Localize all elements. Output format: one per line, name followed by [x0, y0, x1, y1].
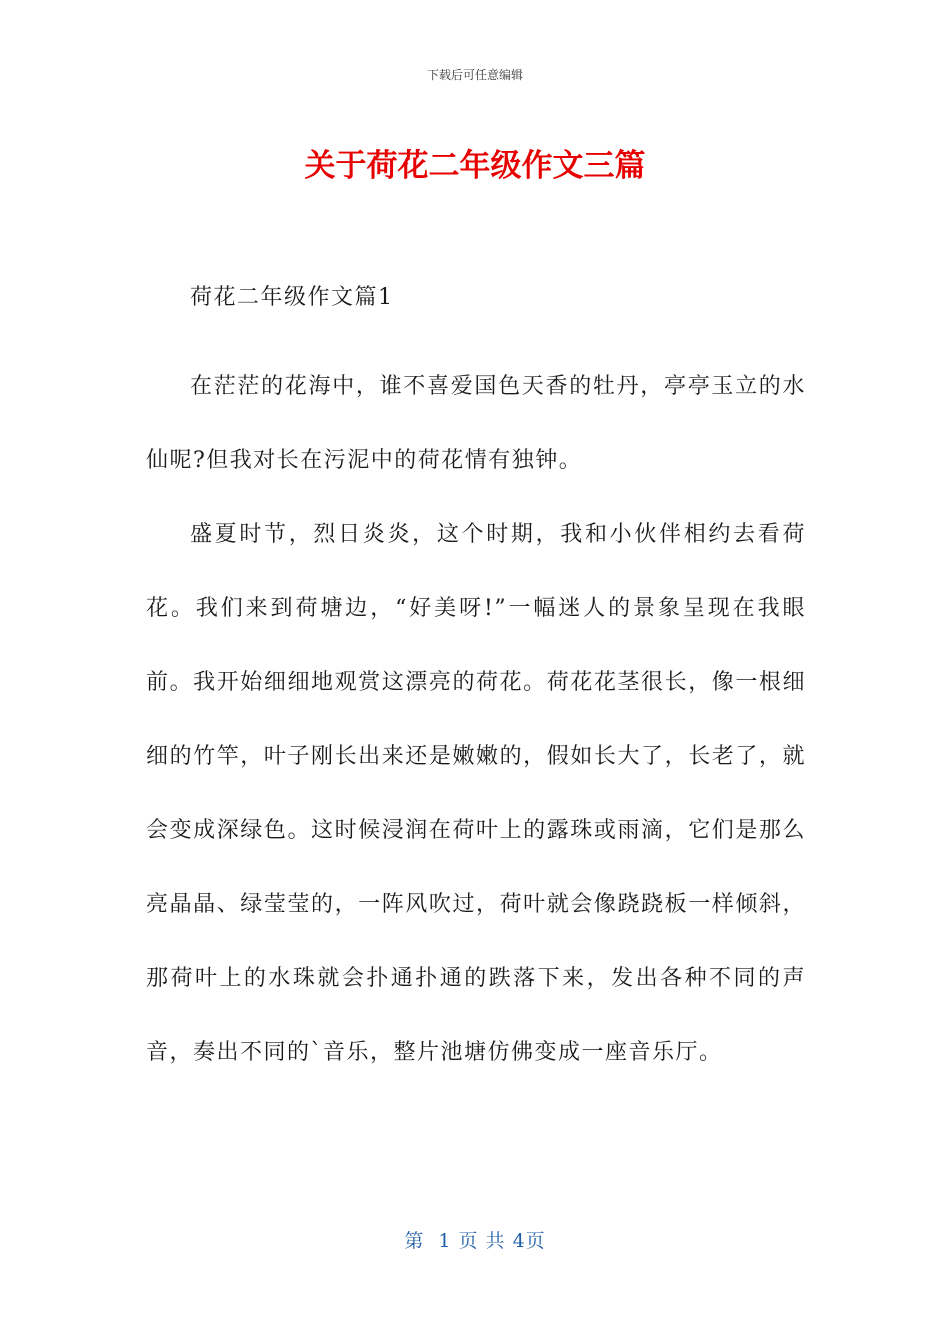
- paragraph-2: 盛夏时节，烈日炎炎，这个时期，我和小伙伴相约去看荷花。我们来到荷塘边，“好美呀!”一幅迷人的景象呈现在我眼前。我开始细细地观赏这漂亮的荷花。荷花花茎很长，像一根细细的竹竿，叶子刚长出来还是嫩嫩的，假如长大了，长老了，就会变成深绿色。这时候浸润在荷叶上的露珠或雨滴，它们是那么亮晶晶、绿莹莹的，一阵风吹过，荷叶就会像跷跷板一样倾斜，那荷叶上的水珠就会扑通扑通的跌落下来，发出各种不同的声音，奏出不同的`音乐，整片池塘仿佛变成一座音乐厅。: [146, 522, 806, 1065]
- document-title: 关于荷花二年级作文三篇: [304, 148, 646, 184]
- page-number-label: 第 1 页 共 4页: [404, 1230, 546, 1252]
- header-note: 下载后可任意编辑: [426, 68, 523, 82]
- paragraph-1: 在茫茫的花海中，谁不喜爱国色天香的牡丹，亭亭玉立的水仙呢?但我对长在污泥中的荷花情有独钟。: [146, 374, 806, 473]
- section-heading: 荷花二年级作文篇1: [190, 285, 394, 310]
- document-body: [146, 276, 806, 1090]
- page-number-footer: [0, 1226, 950, 1253]
